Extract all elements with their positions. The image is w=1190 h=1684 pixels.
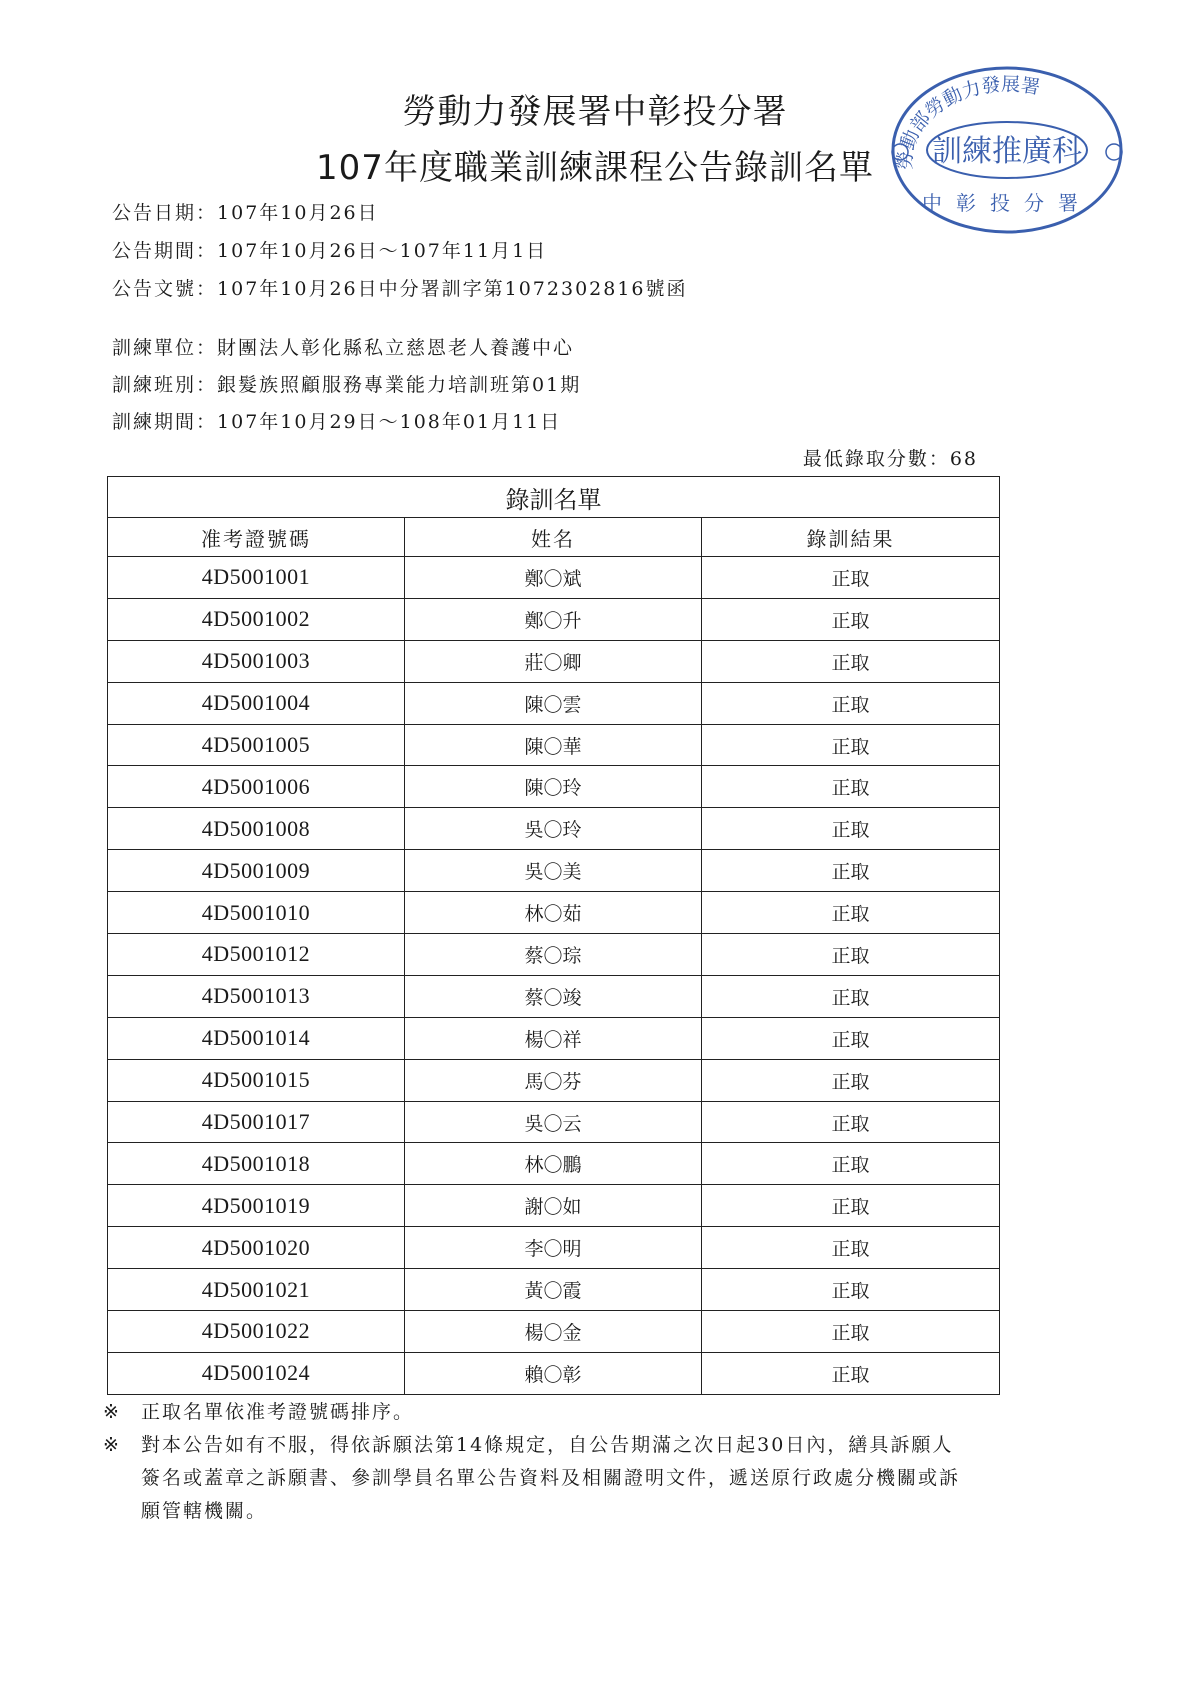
table-row bbox=[108, 1185, 1000, 1227]
name-cell: 李〇明 bbox=[405, 1227, 702, 1269]
note-mark: ※ bbox=[103, 1401, 121, 1423]
exam-number-cell: 4D5001020 bbox=[108, 1227, 405, 1269]
note-text: 對本公告如有不服，得依訴願法第14條規定，自公告期滿之次日起30日內，繕具訴願人簽名或蓋章之訴願書、參訓學員名單公告資料及相關證明文件，遞送原行政處分機關或訴願管轄機關。 bbox=[141, 1434, 961, 1522]
name-cell: 陳〇雲 bbox=[405, 682, 702, 724]
exam-number-cell: 4D5001013 bbox=[108, 975, 405, 1017]
result-cell: 正取 bbox=[702, 1311, 1000, 1353]
announce-period-label: 公告期間： bbox=[112, 240, 218, 262]
exam-number-cell: 4D5001014 bbox=[108, 1017, 405, 1059]
table-row bbox=[108, 682, 1000, 724]
exam-number-cell: 4D5001012 bbox=[108, 934, 405, 976]
name-cell: 蔡〇竣 bbox=[405, 975, 702, 1017]
training-class-value: 銀髮族照顧服務專業能力培訓班第01期 bbox=[217, 374, 582, 396]
training-period-row bbox=[112, 407, 561, 434]
result-cell: 正取 bbox=[702, 892, 1000, 934]
table-row bbox=[108, 808, 1000, 850]
table-row bbox=[108, 766, 1000, 808]
table-row bbox=[108, 850, 1000, 892]
announce-doc-row bbox=[112, 274, 688, 301]
exam-number-cell: 4D5001019 bbox=[108, 1185, 405, 1227]
exam-number-cell: 4D5001017 bbox=[108, 1101, 405, 1143]
table-row bbox=[108, 1101, 1000, 1143]
result-cell: 正取 bbox=[702, 766, 1000, 808]
table-row bbox=[108, 1059, 1000, 1101]
agency-title: 勞動力發展署中彰投分署 bbox=[402, 92, 788, 132]
stamp-center-text: 訓練推廣科 bbox=[932, 134, 1082, 169]
name-cell: 吳〇云 bbox=[405, 1101, 702, 1143]
table-row bbox=[108, 1352, 1000, 1394]
exam-number-cell: 4D5001010 bbox=[108, 892, 405, 934]
result-cell: 正取 bbox=[702, 1143, 1000, 1185]
name-cell: 馬〇芬 bbox=[405, 1059, 702, 1101]
result-cell: 正取 bbox=[702, 975, 1000, 1017]
table-row bbox=[108, 724, 1000, 766]
name-cell: 賴〇彰 bbox=[405, 1352, 702, 1394]
table-row bbox=[108, 557, 1000, 599]
result-cell: 正取 bbox=[702, 557, 1000, 599]
table-row bbox=[108, 1311, 1000, 1353]
exam-number-cell: 4D5001024 bbox=[108, 1352, 405, 1394]
name-cell: 莊〇卿 bbox=[405, 640, 702, 682]
name-cell: 楊〇祥 bbox=[405, 1017, 702, 1059]
name-cell: 陳〇玲 bbox=[405, 766, 702, 808]
announce-date-label: 公告日期： bbox=[112, 202, 218, 224]
table-row bbox=[108, 1269, 1000, 1311]
training-unit-label: 訓練單位： bbox=[112, 337, 218, 359]
exam-number-cell: 4D5001009 bbox=[108, 850, 405, 892]
result-cell: 正取 bbox=[702, 682, 1000, 724]
result-cell: 正取 bbox=[702, 724, 1000, 766]
name-cell: 陳〇華 bbox=[405, 724, 702, 766]
min-score: 最低錄取分數：68 bbox=[802, 448, 978, 470]
result-cell: 正取 bbox=[702, 640, 1000, 682]
exam-number-cell: 4D5001001 bbox=[108, 557, 405, 599]
training-unit-row bbox=[112, 333, 574, 360]
training-period-value: 107年10月29日～108年01月11日 bbox=[217, 411, 562, 433]
official-seal-stamp bbox=[882, 60, 1132, 240]
name-cell: 鄭〇斌 bbox=[405, 557, 702, 599]
column-header-exam-number: 准考證號碼 bbox=[108, 518, 405, 557]
stamp-bottom-text: 中彰投分署 bbox=[922, 191, 1092, 215]
name-cell: 林〇茹 bbox=[405, 892, 702, 934]
announce-date-row bbox=[112, 198, 379, 225]
exam-number-cell: 4D5001004 bbox=[108, 682, 405, 724]
exam-number-cell: 4D5001018 bbox=[108, 1143, 405, 1185]
result-cell: 正取 bbox=[702, 1017, 1000, 1059]
announce-date-value: 107年10月26日 bbox=[217, 202, 379, 224]
note-item bbox=[103, 1396, 963, 1429]
exam-number-cell: 4D5001003 bbox=[108, 640, 405, 682]
note-text: 正取名單依准考證號碼排序。 bbox=[141, 1401, 415, 1423]
exam-number-cell: 4D5001006 bbox=[108, 766, 405, 808]
name-cell: 吳〇美 bbox=[405, 850, 702, 892]
name-cell: 謝〇如 bbox=[405, 1185, 702, 1227]
result-cell: 正取 bbox=[702, 1227, 1000, 1269]
training-unit-value: 財團法人彰化縣私立慈恩老人養護中心 bbox=[217, 337, 575, 359]
result-cell: 正取 bbox=[702, 1269, 1000, 1311]
announce-period-value: 107年10月26日～107年11月1日 bbox=[217, 240, 548, 262]
admission-table bbox=[107, 476, 1000, 1395]
name-cell: 吳〇玲 bbox=[405, 808, 702, 850]
result-cell: 正取 bbox=[702, 934, 1000, 976]
result-cell: 正取 bbox=[702, 1185, 1000, 1227]
result-cell: 正取 bbox=[702, 808, 1000, 850]
announce-doc-label: 公告文號： bbox=[112, 278, 218, 300]
table-row bbox=[108, 1017, 1000, 1059]
name-cell: 蔡〇琮 bbox=[405, 934, 702, 976]
training-period-label: 訓練期間： bbox=[112, 411, 218, 433]
exam-number-cell: 4D5001005 bbox=[108, 724, 405, 766]
result-cell: 正取 bbox=[702, 1059, 1000, 1101]
name-cell: 鄭〇升 bbox=[405, 598, 702, 640]
table-row bbox=[108, 934, 1000, 976]
table-row bbox=[108, 598, 1000, 640]
announce-period-row bbox=[112, 236, 547, 263]
column-header-result: 錄訓結果 bbox=[702, 518, 1000, 557]
name-cell: 楊〇金 bbox=[405, 1311, 702, 1353]
announce-doc-value: 107年10月26日中分署訓字第1072302816號函 bbox=[217, 278, 688, 300]
exam-number-cell: 4D5001021 bbox=[108, 1269, 405, 1311]
table-caption: 錄訓名單 bbox=[108, 477, 1000, 518]
result-cell: 正取 bbox=[702, 850, 1000, 892]
exam-number-cell: 4D5001008 bbox=[108, 808, 405, 850]
result-cell: 正取 bbox=[702, 598, 1000, 640]
table-row bbox=[108, 640, 1000, 682]
document-title: 107年度職業訓練課程公告錄訓名單 bbox=[316, 148, 874, 188]
result-cell: 正取 bbox=[702, 1352, 1000, 1394]
result-cell: 正取 bbox=[702, 1101, 1000, 1143]
note-mark: ※ bbox=[103, 1434, 121, 1456]
exam-number-cell: 4D5001015 bbox=[108, 1059, 405, 1101]
note-item bbox=[103, 1429, 963, 1528]
stamp-top-text: 勞動部勞動力發展署 bbox=[894, 73, 1042, 171]
name-cell: 黃〇霞 bbox=[405, 1269, 702, 1311]
table-row bbox=[108, 1227, 1000, 1269]
table-row bbox=[108, 1143, 1000, 1185]
notes-section bbox=[103, 1396, 963, 1528]
exam-number-cell: 4D5001002 bbox=[108, 598, 405, 640]
table-row bbox=[108, 892, 1000, 934]
table-row bbox=[108, 975, 1000, 1017]
training-class-row bbox=[112, 370, 581, 397]
exam-number-cell: 4D5001022 bbox=[108, 1311, 405, 1353]
training-class-label: 訓練班別： bbox=[112, 374, 218, 396]
name-cell: 林〇鵬 bbox=[405, 1143, 702, 1185]
column-header-name: 姓名 bbox=[405, 518, 702, 557]
